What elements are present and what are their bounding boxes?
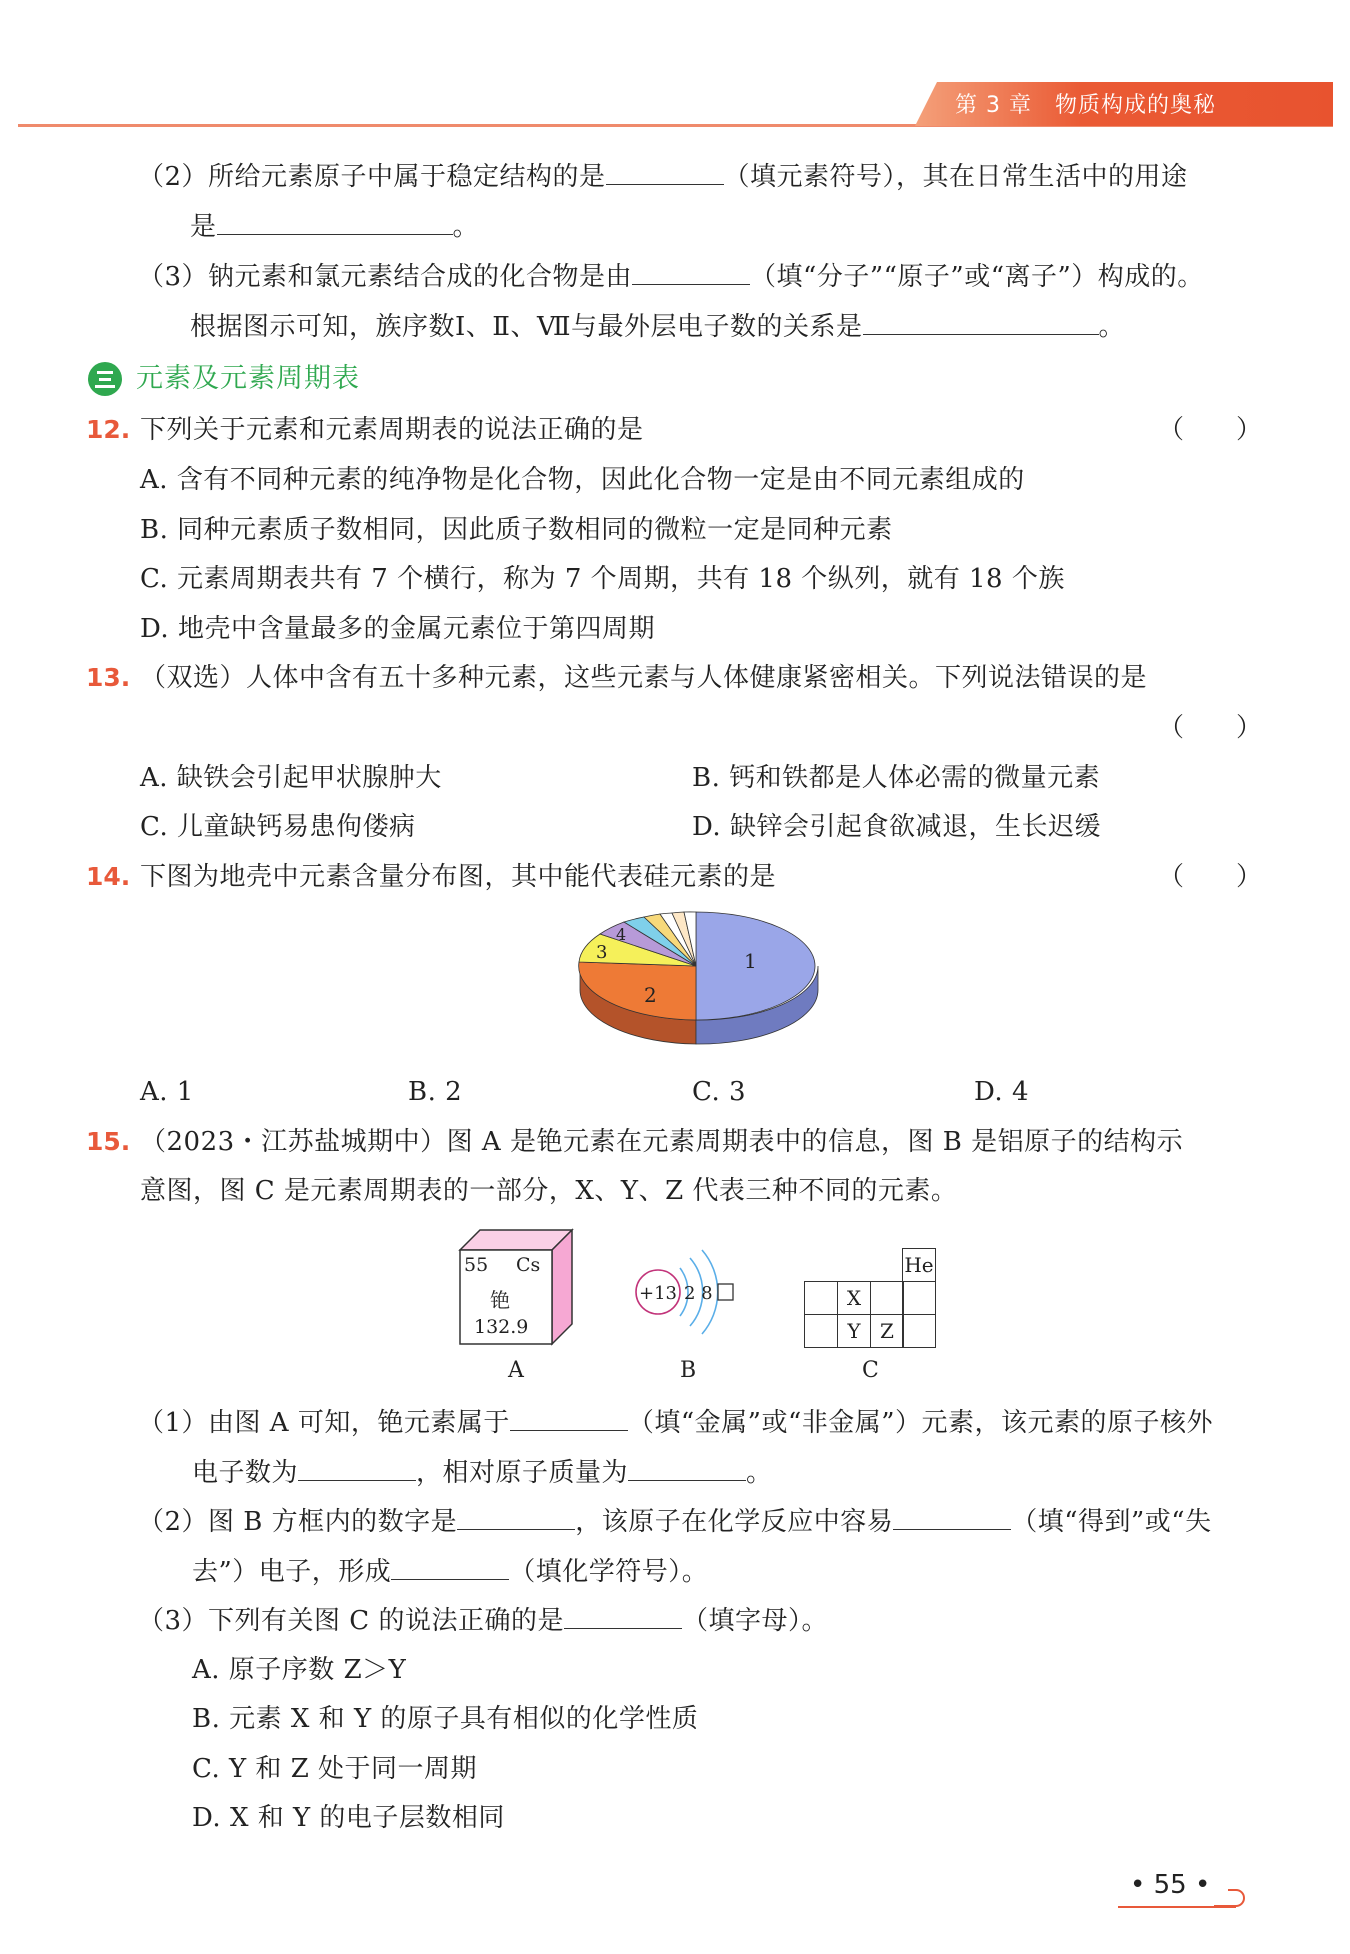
- q14-option-a: A. 1: [140, 1077, 194, 1107]
- question-number-14: 14.: [86, 862, 131, 891]
- pie-label-4: 4: [616, 925, 627, 944]
- figure-b-label: B: [680, 1358, 697, 1383]
- page-corner-curl-icon: [1214, 1886, 1248, 1910]
- chapter-title: 物质构成的奥秘: [1055, 93, 1217, 118]
- q15-part2-line2: 去”）电子，形成 （填化学符号）。: [192, 1553, 708, 1590]
- q13-answer-paren: （ ）: [1158, 713, 1263, 743]
- q11-part3-line1: （3）钠元素和氯元素结合成的化合物是由 （填“分子”“原子”或“离子”）构成的。: [138, 258, 1204, 295]
- pie-label-3: 3: [596, 942, 608, 963]
- figure-a-element-cell: [456, 1226, 576, 1346]
- figure-b-blank-box: [718, 1284, 733, 1300]
- q13-stem: （双选）人体中含有五十多种元素，这些元素与人体健康紧密相关。下列说法错误的是: [140, 663, 1148, 693]
- q15-part1-line1: （1）由图 A 可知，铯元素属于 （填“金属”或“非金属”）元素，该元素的原子核外: [138, 1404, 1213, 1441]
- q14-answer-paren: （ ）: [1158, 862, 1263, 892]
- q15-part2-line1: （2）图 B 方框内的数字是 ，该原子在化学反应中容易 （填“得到”或“失: [138, 1503, 1212, 1540]
- figure-b-atom-structure: [630, 1240, 750, 1340]
- pie-label-2: 2: [644, 983, 657, 1007]
- q14-stem: 下图为地壳中元素含量分布图，其中能代表硅元素的是: [140, 862, 777, 892]
- q15-part3-option-c: C. Y 和 Z 处于同一周期: [192, 1754, 478, 1784]
- q15-part3-option-b: B. 元素 X 和 Y 的原子具有相似的化学性质: [192, 1704, 699, 1734]
- crust-element-pie-figure: [574, 908, 824, 1058]
- pie-label-1: 1: [744, 949, 757, 973]
- page-number: • 55 •: [1130, 1870, 1211, 1900]
- section-title: 元素及元素周期表: [136, 363, 360, 394]
- q13-option-b: B. 钙和铁都是人体必需的微量元素: [692, 763, 1101, 793]
- q15-part1-line2: 电子数为 ，相对原子质量为 。: [192, 1454, 773, 1491]
- q14-option-c: C. 3: [692, 1077, 747, 1107]
- q11-part2-line1: （2）所给元素原子中属于稳定结构的是 （填元素符号），其在日常生活中的用途: [138, 158, 1188, 195]
- q12-option-a: A. 含有不同种元素的纯净物是化合物，因此化合物一定是由不同元素组成的: [140, 465, 1025, 495]
- q12-option-d: D. 地壳中含量最多的金属元素位于第四周期: [140, 614, 655, 644]
- q15-part3-option-d: D. X 和 Y 的电子层数相同: [192, 1803, 505, 1833]
- q15-stem-line2: 意图，图 C 是元素周期表的一部分，X、Y、Z 代表三种不同的元素。: [140, 1176, 958, 1206]
- q15-part3-option-a: A. 原子序数 Z＞Y: [192, 1655, 407, 1685]
- q13-option-d: D. 缺锌会引起食欲减退，生长迟缓: [692, 812, 1101, 842]
- q11-part3-line2: 根据图示可知，族序数Ⅰ、Ⅱ、Ⅶ与最外层电子数的关系是 。: [190, 308, 1125, 345]
- figure-a-symbol: Cs: [516, 1254, 541, 1276]
- q15-stem-line1: （2023・江苏盐城期中）图 A 是铯元素在元素周期表中的信息，图 B 是铝原子的结构示: [140, 1127, 1184, 1157]
- figure-c-cell-x: X: [837, 1281, 871, 1315]
- figure-c-cell-empty-4: [804, 1314, 838, 1348]
- figure-c-cell-he: He: [902, 1248, 936, 1282]
- q13-option-a: A. 缺铁会引起甲状腺肿大: [140, 763, 442, 793]
- q12-stem: 下列关于元素和元素周期表的说法正确的是: [140, 415, 644, 445]
- figure-c-periodic-fragment: [804, 1248, 938, 1350]
- figure-a-name: 铯: [490, 1288, 510, 1312]
- q12-answer-paren: （ ）: [1158, 415, 1263, 445]
- q14-option-d: D. 4: [974, 1077, 1029, 1107]
- q14-option-b: B. 2: [408, 1077, 463, 1107]
- q15-part3-line1: （3）下列有关图 C 的说法正确的是 （填字母）。: [138, 1602, 828, 1639]
- chapter-number: 第 3 章: [955, 93, 1032, 118]
- figure-b-shells: 2 8: [684, 1283, 713, 1304]
- figure-a-label: A: [508, 1358, 524, 1383]
- q13-option-c: C. 儿童缺钙易患佝偻病: [140, 812, 416, 842]
- figure-a-mass: 132.9: [474, 1316, 529, 1338]
- figure-c-cell-empty-1: [804, 1281, 838, 1315]
- figure-a-atomic-number: 55: [464, 1254, 489, 1276]
- chapter-heading: [955, 88, 1216, 119]
- figure-c-label: C: [862, 1358, 879, 1383]
- question-number-13: 13.: [86, 663, 131, 692]
- q12-option-c: C. 元素周期表共有 7 个横行，称为 7 个周期，共有 18 个纵列，就有 18 个族: [140, 564, 1065, 594]
- question-number-12: 12.: [86, 415, 131, 444]
- section-badge-icon: [88, 362, 122, 396]
- figure-c-cell-y: Y: [837, 1314, 871, 1348]
- figure-b-nucleus: +13: [639, 1283, 677, 1304]
- q12-option-b: B. 同种元素质子数相同，因此质子数相同的微粒一定是同种元素: [140, 515, 893, 545]
- question-number-15: 15.: [86, 1127, 131, 1156]
- q11-part2-line2: 是 。: [190, 208, 479, 245]
- figure-c-cell-empty-2: [870, 1281, 904, 1315]
- figure-c-cell-empty-5: [902, 1314, 936, 1348]
- figure-c-cell-empty-3: [902, 1281, 936, 1315]
- figure-c-cell-z: Z: [870, 1314, 904, 1348]
